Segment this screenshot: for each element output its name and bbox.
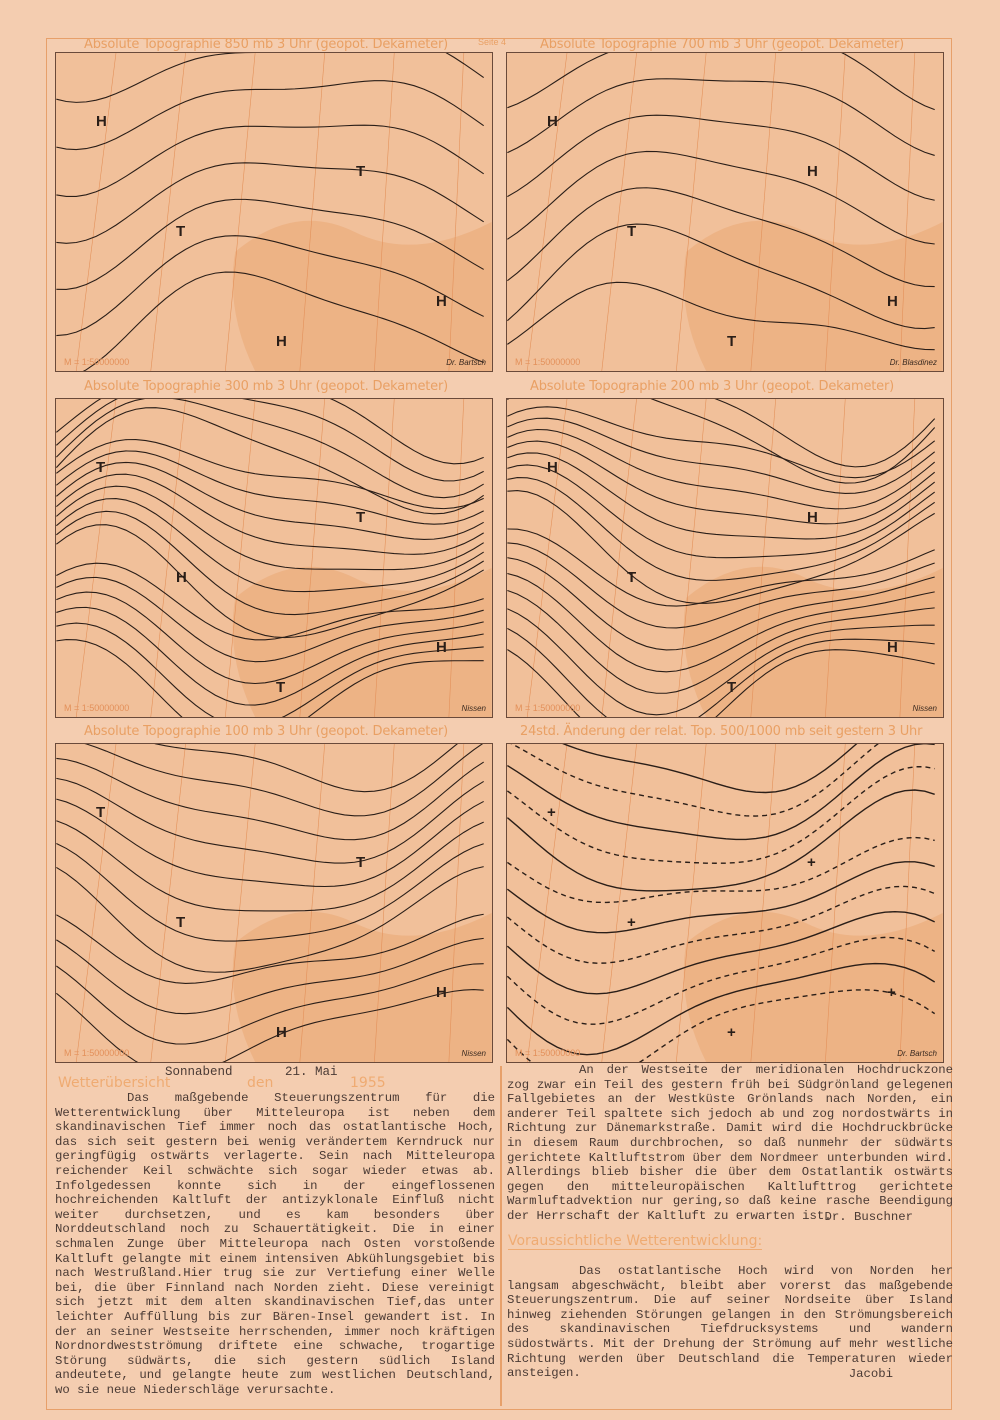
high-pressure-marker: H	[176, 569, 187, 586]
weekday: Sonnabend	[165, 1065, 233, 1079]
contour-lines	[507, 399, 943, 717]
map-100mb	[55, 743, 493, 1063]
summary-left-column	[55, 1091, 495, 1397]
low-pressure-marker: T	[356, 163, 366, 180]
grid-meridian	[151, 744, 186, 1062]
contour-line	[507, 79, 934, 156]
contour-line	[56, 399, 483, 498]
map-scale: M = 1:50000000	[64, 1048, 130, 1058]
map-author: Nissen	[461, 704, 486, 713]
map-author: Dr. Bartsch	[446, 358, 486, 367]
map-300mb	[55, 398, 493, 718]
map-850mb	[55, 52, 493, 372]
contour-line	[56, 81, 483, 150]
high-pressure-marker: H	[807, 163, 818, 180]
low-pressure-marker: T	[96, 459, 106, 476]
grid-meridian	[151, 53, 186, 371]
low-pressure-marker: T	[727, 333, 737, 350]
summary-heading: Wetterübersicht	[58, 1075, 171, 1091]
contour-line	[507, 115, 934, 200]
high-pressure-marker: H	[807, 509, 818, 526]
high-pressure-marker: H	[547, 113, 558, 130]
high-pressure-marker: H	[887, 293, 898, 310]
land-area	[684, 221, 943, 371]
map-scale: M = 1:50000000	[515, 357, 581, 367]
contour-line	[507, 407, 934, 478]
summary-right-text: An der Westseite der meridionalen Hochdruckzone zog zwar ein Teil des gestern früh bei Südgrönland gelegenen Fallgebietes an der Westküste Grönlands nach Norden, ein anderer Teil spaltete sich jedoch ab und zog nordostwärts in Richtung zur Dänemarkstraße. Damit wird die Hochdruckbrücke in diesem Raum durchbrochen, so daß nunmehr der südwärts gerichtete Kaltluftstrom über dem Nordmeer unterbunden wird. Allerdings blieb bisher die über dem Ostatlantik ostwärts gegen den mitteleuropäischen Kaltlufttrog gerichtete Warmluftadvektion nur gering,so daß keine rasche Beendigung der Herrschaft der Kaltluft zu erwarten ist.	[507, 1063, 953, 1223]
map-scale: M = 1:50000000	[64, 703, 130, 713]
contour-lines	[507, 53, 943, 371]
map-scale: M = 1:50000000	[515, 703, 581, 713]
forecast-column	[507, 1264, 953, 1381]
land-area	[684, 912, 943, 1062]
low-pressure-marker: T	[356, 509, 366, 526]
map-scale: M = 1:50000000	[64, 357, 130, 367]
contour-line	[56, 744, 483, 792]
low-pressure-marker: T	[176, 914, 186, 931]
plus-marker: +	[887, 984, 896, 1001]
grid-meridian	[76, 744, 116, 1062]
low-pressure-marker: T	[627, 223, 637, 240]
map-author: Nissen	[461, 1049, 486, 1058]
contour-lines	[56, 744, 492, 1062]
contour-line	[56, 744, 483, 816]
map-24h-change	[506, 743, 944, 1063]
map-title-700: Absolute Topographie 700 mb 3 Uhr (geopot. Dekameter)	[540, 37, 904, 52]
map-200mb	[506, 398, 944, 718]
low-pressure-marker: T	[96, 804, 106, 821]
summary-den: den	[247, 1075, 274, 1091]
low-pressure-marker: T	[627, 569, 637, 586]
high-pressure-marker: H	[436, 639, 447, 656]
plus-marker: +	[807, 854, 816, 871]
map-title-300: Absolute Topographie 300 mb 3 Uhr (geopot. Dekameter)	[84, 379, 448, 394]
page-number: Seite 4	[478, 37, 507, 47]
summary-right-column	[507, 1063, 953, 1224]
contour-line	[56, 758, 483, 839]
map-title-100: Absolute Topographie 100 mb 3 Uhr (geopot. Dekameter)	[84, 724, 448, 739]
column-divider	[500, 1066, 502, 1406]
map-title-200: Absolute Topographie 200 mb 3 Uhr (geopot. Dekameter)	[530, 379, 894, 394]
grid-meridian	[602, 53, 637, 371]
map-title-850: Absolute Topographie 850 mb 3 Uhr (geopot. Dekameter)	[84, 37, 448, 52]
land-area	[233, 567, 492, 717]
low-pressure-marker: T	[356, 854, 366, 871]
plus-marker: +	[627, 914, 636, 931]
low-pressure-marker: T	[727, 679, 737, 696]
map-author: Dr. Bartsch	[897, 1049, 937, 1058]
low-pressure-marker: T	[176, 223, 186, 240]
forecast-heading: Voraussichtliche Wetterentwicklung:	[508, 1233, 763, 1249]
high-pressure-marker: H	[547, 459, 558, 476]
low-pressure-marker: T	[276, 679, 286, 696]
summary-year: 1955	[350, 1075, 386, 1091]
map-700mb	[506, 52, 944, 372]
contour-line	[56, 778, 483, 863]
date: 21. Mai	[285, 1065, 338, 1079]
contour-lines	[56, 53, 492, 371]
map-author: Dr. Blasdinez	[889, 358, 937, 367]
contour-line	[56, 53, 483, 102]
forecast-text: Das ostatlantische Hoch wird von Norden her langsam abgeschwächt, bleibt aber vorerst das maßgebende Steuerungszentrum. Die auf seiner Nordseite über Island hinweg ziehenden Störungen gelangen in den Strömungsbereich des skandinavischen Tiefdrucksystems und wandern südostwärts. Mit der Drehung der Strömung auf mehr westliche Richtung werden über Deutschland die Temperaturen wieder ansteigen.	[507, 1264, 953, 1381]
contour-line	[56, 408, 483, 514]
contour-lines	[507, 744, 943, 1062]
contour-line	[507, 399, 934, 483]
high-pressure-marker: H	[276, 1024, 287, 1041]
grid-meridian	[527, 53, 567, 371]
land-area	[684, 567, 943, 717]
high-pressure-marker: H	[436, 293, 447, 310]
contour-line	[507, 744, 934, 839]
contour-lines	[56, 399, 492, 717]
contour-line	[507, 430, 934, 509]
high-pressure-marker: H	[887, 639, 898, 656]
high-pressure-marker: H	[96, 113, 107, 130]
contour-line	[507, 478, 934, 581]
high-pressure-marker: H	[436, 984, 447, 1001]
map-scale: M = 1:50000000	[515, 1048, 581, 1058]
plus-marker: +	[727, 1024, 736, 1041]
map-author: Nissen	[912, 704, 937, 713]
grid-meridian	[76, 399, 116, 717]
contour-line	[56, 399, 483, 464]
forecast-author: Jacobi	[848, 1366, 893, 1381]
summary-right-author: Dr. Buschner	[824, 1209, 913, 1224]
land-area	[233, 912, 492, 1062]
contour-line	[507, 767, 934, 863]
contour-line	[507, 399, 934, 467]
contour-line	[507, 441, 934, 524]
plus-marker: +	[547, 804, 556, 821]
high-pressure-marker: H	[276, 333, 287, 350]
summary-left-text: Das maßgebende Steuerungszentrum für die Wetterentwicklung über Mitteleuropa ist neben dem skandinavischen Tief immer noch das ostatlantische Hoch, das sich seit gestern bei wenig verändertem Kerndruck nur geringfügig ostwärts verlagerte. Sein nach Mitteleuropa reichender Keil schwächte sich sogar wieder etwas ab. Infolgedessen konnte sich in der eingeflossenen hochreichenden Kaltluft der antizyklonale Einfluß nicht weiter durchsetzen, und es kam besonders über Norddeutschland noch zu Schauertätigkeit. Die in einer schmalen Zunge über Mitteleuropa nach Osten vorstoßende Kaltluft gelangte mit einem intensiven Abkühlungsgebiet bis nach Westrußland.Hier trug sie zur Vertiefung einer Welle bei, die über Finnland nach Norden zieht. Diese vereinigt sich jetzt mit dem alten skandinavischen Tief,das unter leichter Auffüllung bis zur Bären-Insel gewandert ist. In der an seiner Westseite herrschenden, immer noch kräftigen Nordnordwestströmung driftete eine schwache, trogartige Störung südwärts, die sich gestern südlich Island andeutete, und gelangte heute zum westlichen Deutschland, wo sie neue Niederschläge verursachte.	[55, 1091, 495, 1397]
map-title-change: 24std. Änderung der relat. Top. 500/1000 mb seit gestern 3 Uhr	[520, 724, 923, 739]
